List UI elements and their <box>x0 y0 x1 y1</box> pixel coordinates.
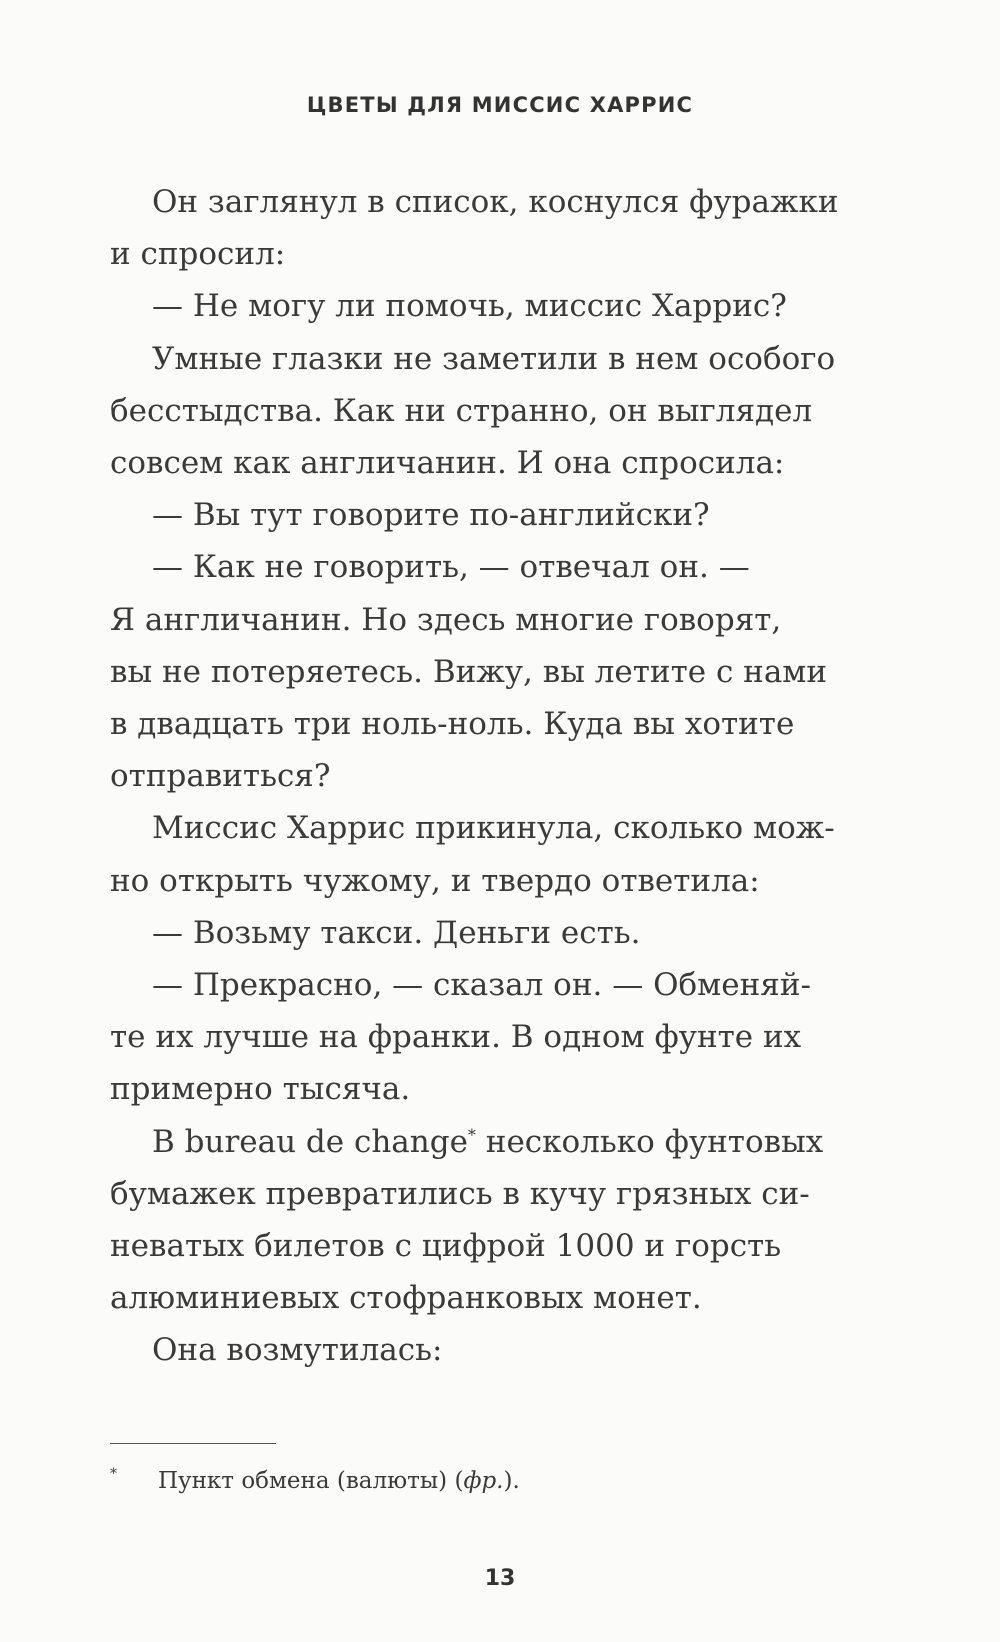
text-segment: несколько фунтовых <box>475 1123 824 1160</box>
footnote-text: Пункт обмена (валюты) ( <box>158 1468 464 1494</box>
footnote-separator <box>110 1443 276 1444</box>
text-line: — Вы тут говорите по-английски? <box>152 497 710 534</box>
text-line-with-footnote <box>110 1116 828 1168</box>
text-line: бесстыдства. Как ни странно, он выглядел <box>110 392 813 429</box>
text-line: отправиться? <box>110 758 331 795</box>
text-line: алюминиевых стофранковых монет. <box>110 1280 702 1317</box>
text-line: но открыть чужому, и твердо ответила: <box>110 862 760 899</box>
footnote-close: ). <box>503 1468 520 1494</box>
text-line: те их лучше на франки. В одном фунте их <box>110 1019 802 1056</box>
text-line: Я англичанин. Но здесь многие говорят, <box>110 601 782 638</box>
text-line: — Прекрасно, — сказал он. — Обменяй- <box>152 967 811 1004</box>
footnote <box>110 1464 870 1498</box>
text-line: Умные глазки не заметили в нем особого <box>152 340 836 377</box>
footnote-reference: * <box>467 1125 476 1145</box>
text-line: Она возмутилась: <box>152 1332 443 1369</box>
text-line: Миссис Харрис прикинула, сколько мож- <box>152 810 835 847</box>
body-text <box>110 176 839 1377</box>
text-line: — Не могу ли помочь, миссис Харрис? <box>152 288 787 325</box>
text-line: в двадцать три ноль-ноль. Куда вы хотите <box>110 706 795 743</box>
page-number: 13 <box>484 1566 516 1591</box>
text-line: — Как не говорить, — отвечал он. — <box>152 549 750 586</box>
footnote-marker: * <box>110 1466 117 1482</box>
text-line: и спросил: <box>110 236 286 273</box>
running-head: ЦВЕТЫ ДЛЯ МИССИС ХАРРИС <box>306 93 694 117</box>
footnote-language: фр. <box>463 1468 504 1494</box>
text-line: вы не потеряетесь. Вижу, вы летите с нами <box>110 653 828 690</box>
text-line: неватых билетов с цифрой 1000 и горсть <box>110 1228 782 1265</box>
text-line: примерно тысяча. <box>110 1071 411 1108</box>
text-line: бумажек превратились в кучу грязных си- <box>110 1175 810 1212</box>
text-line: — Возьму такси. Деньги есть. <box>152 914 641 951</box>
text-line: совсем как англичанин. И она спросила: <box>110 445 785 482</box>
text-segment: В bureau de change <box>152 1123 468 1160</box>
text-line: Он заглянул в список, коснулся фуражки <box>152 184 839 220</box>
